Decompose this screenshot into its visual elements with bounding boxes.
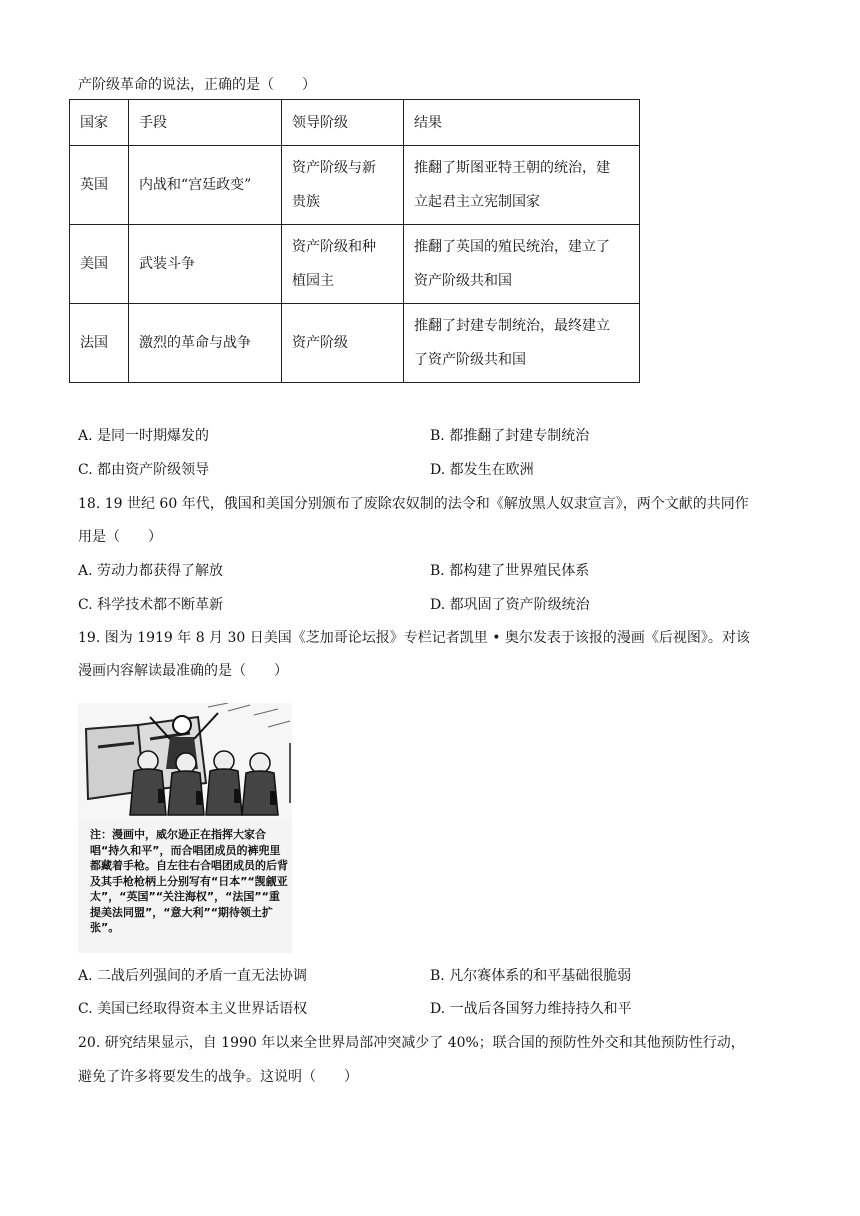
- header-means: 手段: [129, 100, 282, 146]
- cell-country: 美国: [70, 225, 129, 304]
- q19-option-c[interactable]: C. 美国已经取得资本主义世界话语权: [78, 1001, 308, 1017]
- header-result: 结果: [404, 100, 640, 146]
- cell-means: 武装斗争: [129, 225, 282, 304]
- cell-leader-line: 资产阶级与新: [292, 160, 376, 176]
- cell-result: [404, 225, 640, 304]
- cell-country: 法国: [70, 304, 129, 383]
- q18-option-a[interactable]: A. 劳动力都获得了解放: [78, 563, 224, 579]
- q19-stem-line2: 漫画内容解读最准确的是（ ）: [78, 663, 288, 679]
- cell-result: [404, 146, 640, 225]
- cell-leader-line: 资产阶级: [292, 335, 348, 351]
- cartoon-image: [78, 703, 292, 953]
- q20-stem-line1: 20. 研究结果显示，自 1990 年以来全世界局部冲突减少了 40%；联合国的预防性外交和其他预防性行动，: [78, 1035, 745, 1051]
- table-row: [70, 225, 640, 304]
- cell-result-line: 了资产阶级共和国: [414, 352, 526, 368]
- cell-means: 激烈的革命与战争: [129, 304, 282, 383]
- q18-option-c[interactable]: C. 科学技术都不断革新: [78, 597, 224, 613]
- q19-option-b[interactable]: B. 凡尔赛体系的和平基础很脆弱: [430, 968, 632, 984]
- q17-option-c[interactable]: C. 都由资产阶级领导: [78, 462, 210, 478]
- q17-option-b[interactable]: B. 都推翻了封建专制统治: [430, 428, 590, 444]
- header-country: 国家: [70, 100, 129, 146]
- cell-leader: [282, 146, 404, 225]
- q18-stem-line1: 18. 19 世纪 60 年代，俄国和美国分别颁布了废除农奴制的法令和《解放黑人奴隶宣言》，两个文献的共同作: [78, 496, 749, 512]
- header-leader: 领导阶级: [282, 100, 404, 146]
- cell-leader-line: 资产阶级和种: [292, 239, 376, 255]
- cartoon-note: 注：漫画中，威尔逊正在指挥大家合唱“持久和平”，而合唱团成员的裤兜里都藏着手枪。自左往右合唱团成员的后背及其手枪枪柄上分别写有“日本”“觊觎亚太”，“英国”“关注海权”，“法国”“重提美法同盟”，“意大利”“期待领土扩张”。: [90, 828, 288, 934]
- cell-leader: [282, 304, 404, 383]
- cell-leader-line: 植园主: [292, 273, 334, 289]
- q20-stem-line2: 避免了许多将要发生的战争。这说明（ ）: [78, 1069, 358, 1085]
- q19-option-a[interactable]: A. 二战后列强间的矛盾一直无法协调: [78, 968, 308, 984]
- q18-option-b[interactable]: B. 都构建了世界殖民体系: [430, 563, 590, 579]
- q17-option-d[interactable]: D. 都发生在欧洲: [430, 462, 534, 478]
- q19-option-d[interactable]: D. 一战后各国努力维持持久和平: [430, 1001, 632, 1017]
- revolution-table: [69, 99, 640, 383]
- q19-stem-line1: 19. 图为 1919 年 8 月 30 日美国《芝加哥论坛报》专栏记者凯里 • 奥尔发表于该报的漫画《后视图》。对该: [78, 630, 750, 646]
- question-intro: 产阶级革命的说法，正确的是（ ）: [78, 77, 316, 93]
- cell-result-line: 立起君主立宪制国家: [414, 194, 540, 210]
- cartoon-drawing: [78, 703, 292, 821]
- q18-stem-line2: 用是（ ）: [78, 529, 162, 545]
- table-row: [70, 146, 640, 225]
- table-row: [70, 304, 640, 383]
- cell-result-line: 推翻了封建专制统治，最终建立: [414, 318, 610, 334]
- q17-option-a[interactable]: A. 是同一时期爆发的: [78, 428, 210, 444]
- cell-result-line: 推翻了英国的殖民统治，建立了: [414, 239, 610, 255]
- cell-result: [404, 304, 640, 383]
- cell-result-line: 资产阶级共和国: [414, 273, 512, 289]
- cell-means: 内战和“宫廷政变”: [129, 146, 282, 225]
- cell-result-line: 推翻了斯图亚特王朝的统治，建: [414, 160, 610, 176]
- cell-country: 英国: [70, 146, 129, 225]
- cell-leader: [282, 225, 404, 304]
- cell-leader-line: 贵族: [292, 194, 320, 210]
- table-header-row: [70, 100, 640, 146]
- q18-option-d[interactable]: D. 都巩固了资产阶级统治: [430, 597, 590, 613]
